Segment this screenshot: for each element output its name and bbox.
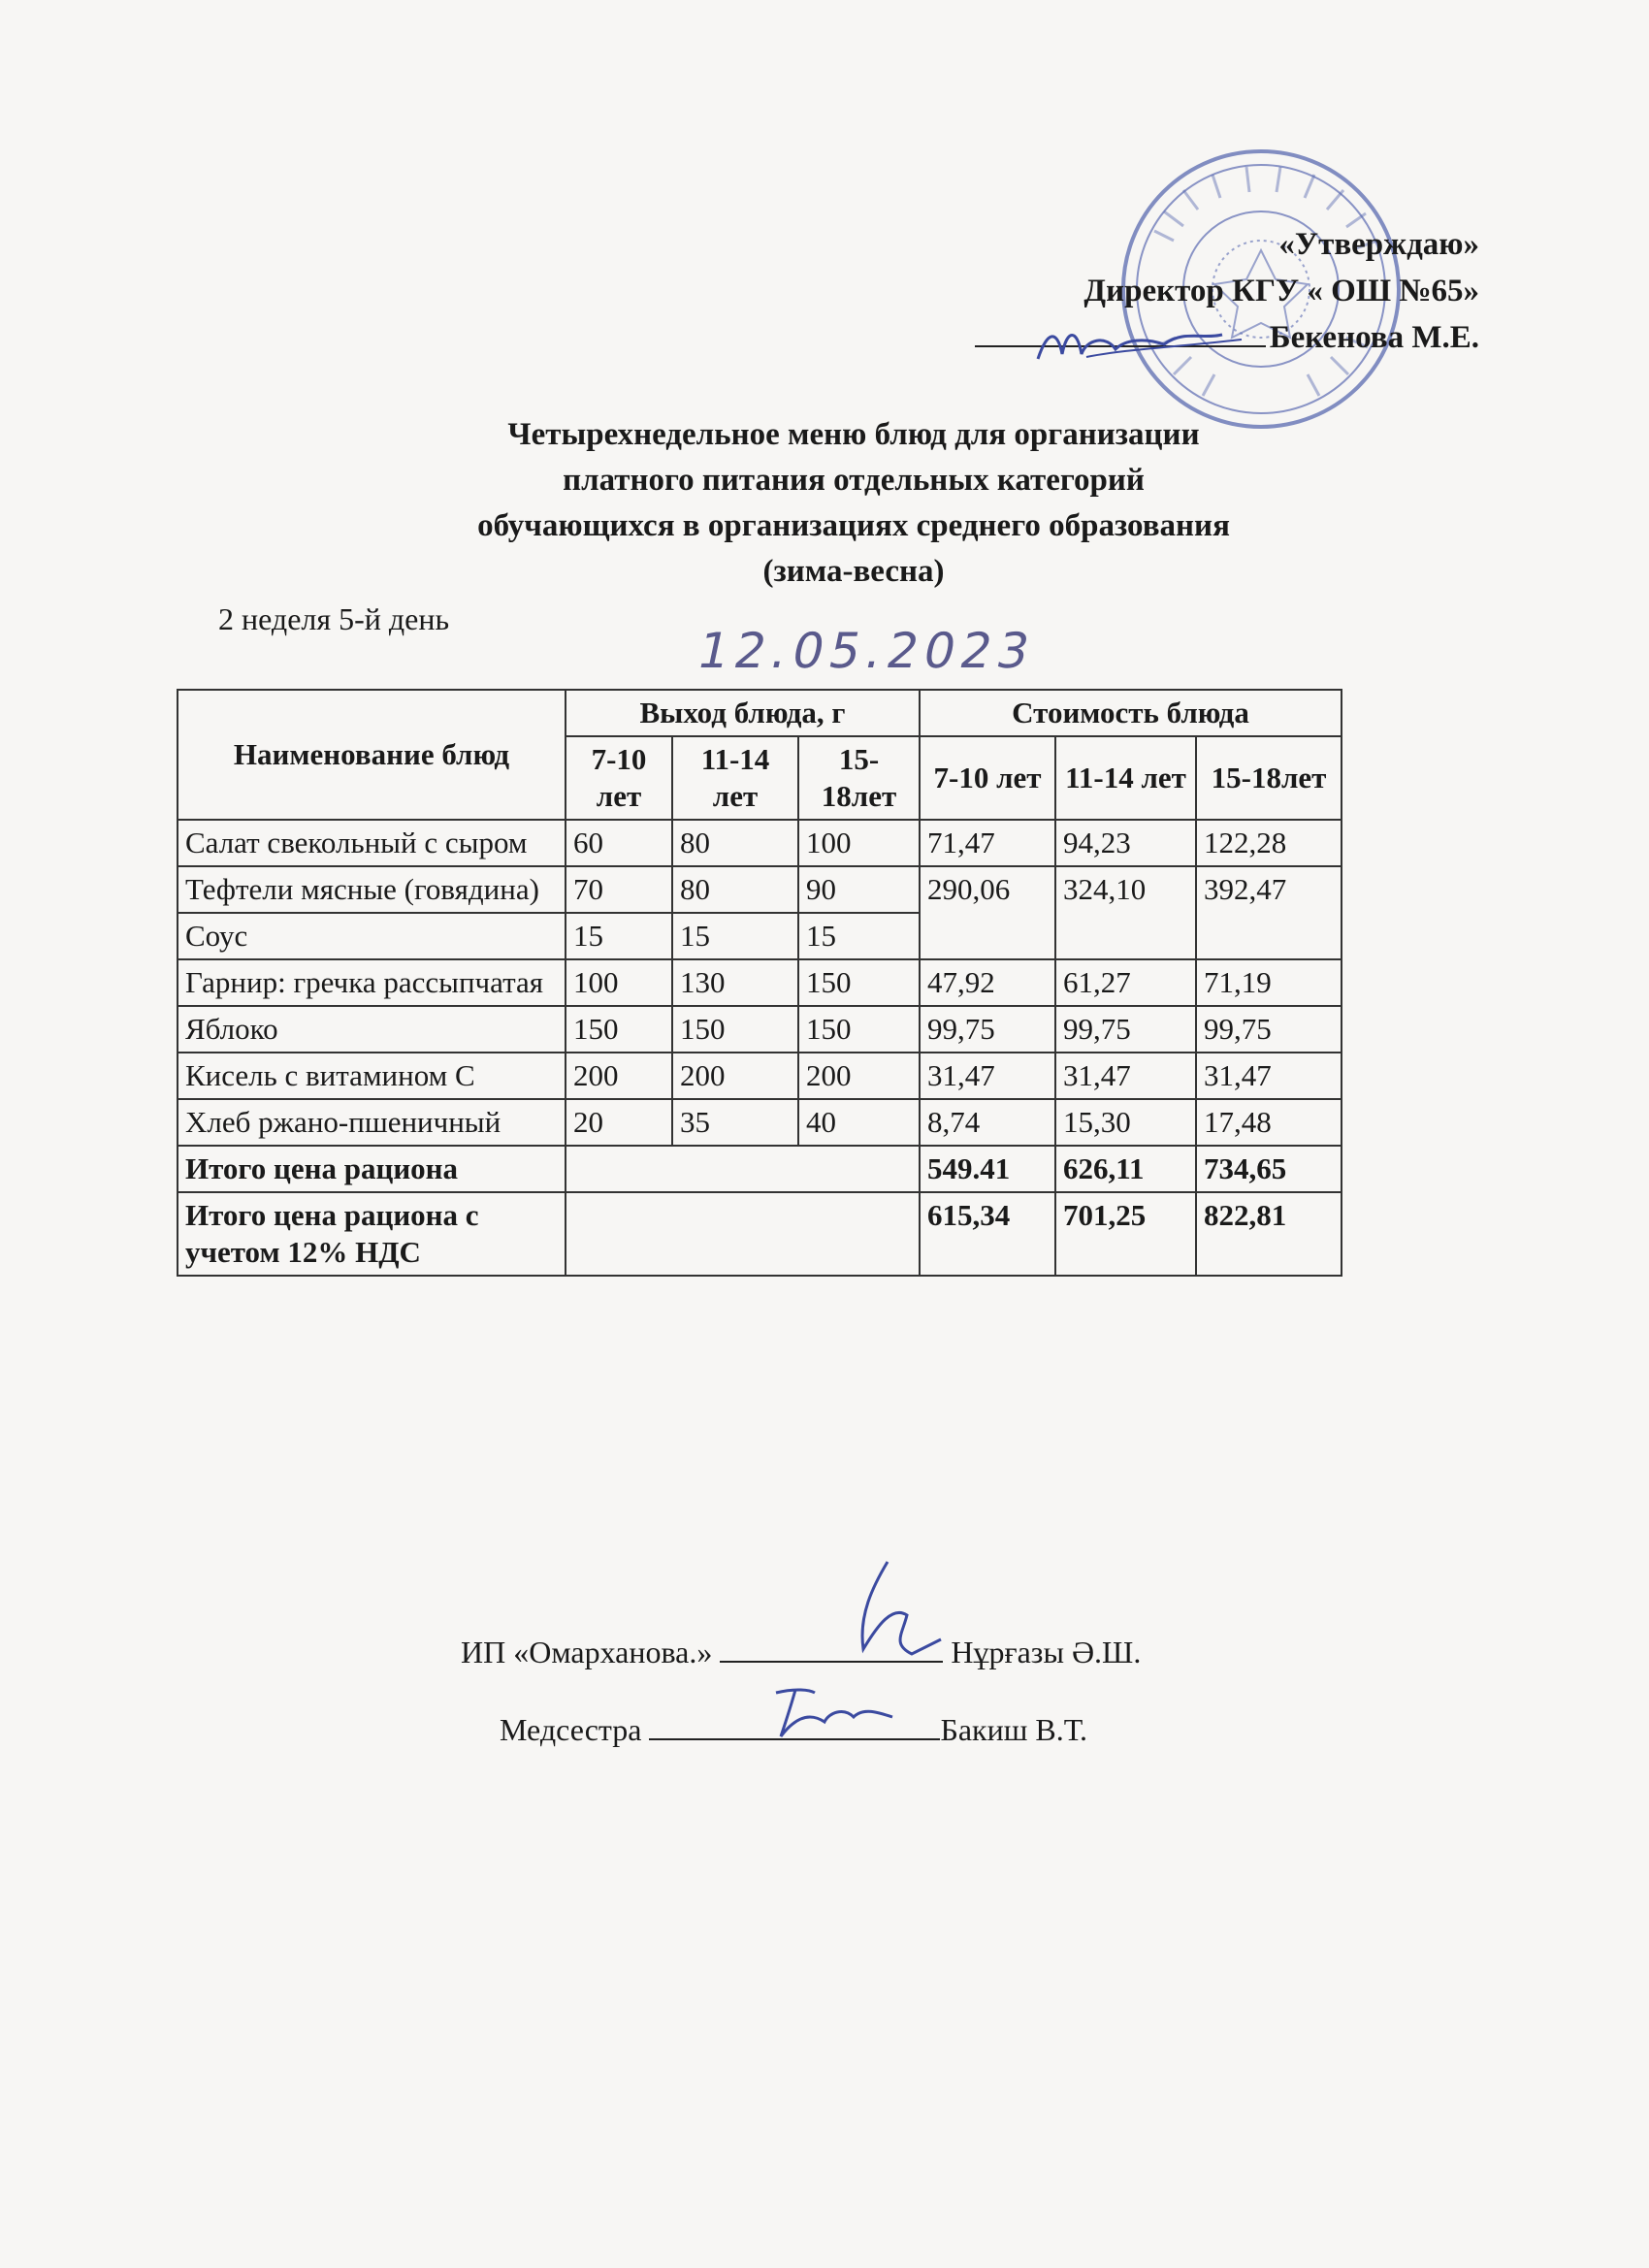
total-vat-cost-11-14: 701,25: [1055, 1192, 1196, 1276]
nurse-signature: [757, 1678, 902, 1746]
header-dish-name: Наименование блюд: [178, 690, 566, 820]
total-vat-label: Итого цена рациона с учетом 12% НДС: [178, 1192, 566, 1276]
yield-7-10: 100: [566, 959, 672, 1006]
total-label: Итого цена рациона: [178, 1146, 566, 1192]
yield-7-10: 15: [566, 913, 672, 959]
cost-15-18: 31,47: [1196, 1053, 1342, 1099]
yield-15-18: 150: [798, 1006, 920, 1053]
table-row: [178, 1099, 1342, 1146]
header-yield-age-2: 11-14 лет: [672, 736, 798, 820]
total-row: [178, 1146, 1342, 1192]
yield-15-18: 150: [798, 959, 920, 1006]
yield-15-18: 200: [798, 1053, 920, 1099]
cost-15-18: 122,28: [1196, 820, 1342, 866]
menu-day-label: 2 неделя 5-й день: [218, 601, 450, 636]
cost-11-14: 31,47: [1055, 1053, 1196, 1099]
yield-7-10: 200: [566, 1053, 672, 1099]
table-row: [178, 959, 1342, 1006]
total-cost-7-10: 549.41: [920, 1146, 1055, 1192]
table-row: [178, 820, 1342, 866]
yield-7-10: 20: [566, 1099, 672, 1146]
cost-7-10: 47,92: [920, 959, 1055, 1006]
approval-line-2: Директор КГУ « ОШ №65»: [1083, 274, 1479, 308]
dish-name: Яблоко: [178, 1006, 566, 1053]
total-vat-row: [178, 1192, 1342, 1276]
dish-name: Тефтели мясные (говядина): [178, 866, 566, 913]
header-cost-age-1: 7-10 лет: [920, 736, 1055, 820]
header-cost-age-2: 11-14 лет: [1055, 736, 1196, 820]
header-yield-age-1: 7-10 лет: [566, 736, 672, 820]
cost-7-10: 99,75: [920, 1006, 1055, 1053]
approval-line-1: «Утверждаю»: [1278, 227, 1479, 262]
title-line-4: (зима-весна): [762, 554, 945, 589]
total-vat-cost-7-10: 615,34: [920, 1192, 1055, 1276]
table-row: [178, 1053, 1342, 1099]
director-signature: [1028, 310, 1251, 378]
cost-15-18: 17,48: [1196, 1099, 1342, 1146]
total-yield-empty: [566, 1146, 920, 1192]
cost-11-14: 94,23: [1055, 820, 1196, 866]
cost-11-14: 15,30: [1055, 1099, 1196, 1146]
title-line-3: обучающихся в организациях среднего образования: [477, 508, 1230, 543]
dish-name: Кисель с витамином С: [178, 1053, 566, 1099]
cost-15-18: 392,47: [1196, 866, 1342, 959]
dish-name: Соус: [178, 913, 566, 959]
dish-name: Салат свекольный с сыром: [178, 820, 566, 866]
table-row: [178, 866, 1342, 913]
yield-7-10: 60: [566, 820, 672, 866]
total-vat-cost-15-18: 822,81: [1196, 1192, 1342, 1276]
cost-7-10: 71,47: [920, 820, 1055, 866]
header-cost-age-3: 15-18лет: [1196, 736, 1342, 820]
cost-15-18: 71,19: [1196, 959, 1342, 1006]
yield-15-18: 40: [798, 1099, 920, 1146]
yield-11-14: 35: [672, 1099, 798, 1146]
document-title: [0, 412, 1649, 595]
title-line-1: Четырехнедельное меню блюд для организации: [507, 417, 1200, 452]
yield-11-14: 150: [672, 1006, 798, 1053]
yield-11-14: 200: [672, 1053, 798, 1099]
supplier-signature-row: [461, 1635, 1141, 1670]
cost-15-18: 99,75: [1196, 1006, 1342, 1053]
nurse-label: Медсестра: [500, 1712, 642, 1747]
total-cost-15-18: 734,65: [1196, 1146, 1342, 1192]
cost-7-10: 290,06: [920, 866, 1055, 959]
cost-7-10: 31,47: [920, 1053, 1055, 1099]
yield-7-10: 70: [566, 866, 672, 913]
cost-11-14: 99,75: [1055, 1006, 1196, 1053]
header-yield-group: Выход блюда, г: [566, 690, 920, 736]
supplier-name: Нұрғазы Ә.Ш.: [951, 1635, 1142, 1669]
yield-11-14: 80: [672, 820, 798, 866]
dish-name: Хлеб ржано-пшеничный: [178, 1099, 566, 1146]
menu-table: [177, 689, 1342, 1277]
header-yield-age-3: 15-18лет: [798, 736, 920, 820]
title-line-2: платного питания отдельных категорий: [563, 463, 1145, 498]
table-row: [178, 1006, 1342, 1053]
nurse-name: Бакиш В.Т.: [940, 1712, 1088, 1747]
yield-15-18: 15: [798, 913, 920, 959]
yield-15-18: 100: [798, 820, 920, 866]
total-vat-yield-empty: [566, 1192, 920, 1276]
yield-11-14: 15: [672, 913, 798, 959]
dish-name: Гарнир: гречка рассыпчатая: [178, 959, 566, 1006]
yield-15-18: 90: [798, 866, 920, 913]
total-cost-11-14: 626,11: [1055, 1146, 1196, 1192]
handwritten-date: 12.05.2023: [692, 623, 1041, 679]
yield-11-14: 130: [672, 959, 798, 1006]
cost-11-14: 61,27: [1055, 959, 1196, 1006]
yield-11-14: 80: [672, 866, 798, 913]
supplier-signature: [834, 1557, 951, 1664]
header-cost-group: Стоимость блюда: [920, 690, 1342, 736]
cost-7-10: 8,74: [920, 1099, 1055, 1146]
director-name: Бекенова М.Е.: [1269, 320, 1479, 355]
cost-11-14: 324,10: [1055, 866, 1196, 959]
yield-7-10: 150: [566, 1006, 672, 1053]
supplier-label: ИП «Омарханова.»: [461, 1635, 713, 1669]
